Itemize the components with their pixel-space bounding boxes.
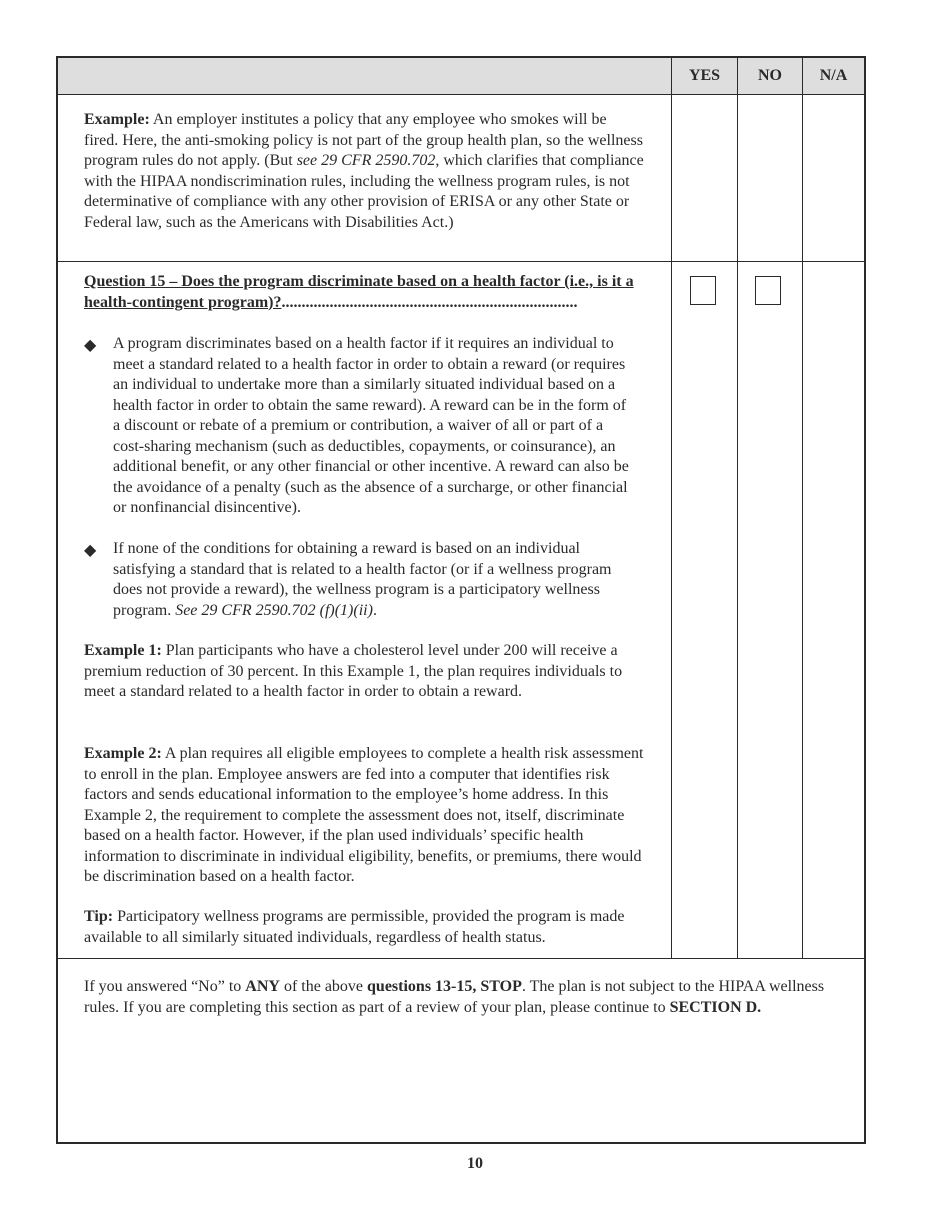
bullet-text: If none of the conditions for obtaining a reward is based on an individual satisfying a standard that is related to a health factor (or if a wellness program does not provide a reward), the wellness program is a participatory wellness program. See 29 CFR 2590.702 (f)(1)(ii). — [113, 540, 612, 619]
bullet-item — [84, 539, 644, 621]
stop-instruction: If you answered “No” to ANY of the above questions 13-15, STOP. The plan is not subject to the HIPAA wellness rules. If you are completing this section as part of a review of your plan, please continue to SECTION D. — [84, 978, 825, 1016]
dot-leader: .......................................................................... — [281, 293, 578, 311]
question-15-title: Question 15 – Does the program discriminate based on a health factor (i.e., is it a health-contingent program)?.......................................................................... — [84, 273, 634, 311]
page-number: 10 — [467, 1155, 483, 1172]
example-label: Example: — [84, 111, 150, 128]
diamond-bullet-icon: ◆ — [84, 542, 97, 559]
column-divider — [802, 58, 803, 958]
question-15-yes-checkbox[interactable] — [690, 276, 716, 305]
checklist-table — [56, 56, 866, 1144]
cfr-citation: See 29 CFR 2590.702 (f)(1)(ii) — [175, 601, 373, 619]
diamond-bullet-icon: ◆ — [84, 337, 97, 354]
example-paragraph: Example: An employer institutes a policy that any employee who smokes will be fired. Here, the anti-smoking policy is not part of the group health plan, so the wellness program rules do not apply. (But see 29 CFR 2590.702, which clarifies that compliance with the HIPAA nondiscrimination rules, including the wellness program rules, is not determinative of compliance with any other provision of ERISA or any other State or Federal law, such as the Americans with Disabilities Act.) — [84, 111, 644, 231]
example-2-paragraph: Example 2: A plan requires all eligible employees to complete a health risk assessment to enroll in the plan. Employee answers are fed into a computer that identifies risk factors and sends educational information to the employee’s home address. In this Example 2, the requirement to complete the assessment does not, itself, discriminate based on a health factor. However, if the plan used individuals’ specific health information to discriminate in individual eligibility, benefits, or premiums, there would be discrimination based on a health factor. — [84, 745, 644, 885]
no-column-header: NO — [758, 67, 782, 84]
question-15-no-checkbox[interactable] — [755, 276, 781, 305]
row-divider — [58, 261, 864, 262]
bullet-text: A program discriminates based on a health factor if it requires an individual to meet a standard related to a health factor in order to obtain a reward (or requires an individual to undertake more than a similarly situated individual based on a health factor in order to obtain the same reward). A reward can be in the form of a discount or rebate of a premium or contribution, a waiver of all or part of a cost-sharing mechanism (such as deductibles, copayments, or coinsurance), an additional benefit, or any other financial or other incentive. A reward can also be the avoidance of a penalty (such as the absence of a surcharge, or other financial or nonfinancial disincentive). — [113, 335, 629, 516]
yes-column-header: YES — [688, 67, 721, 84]
cfr-citation: see 29 CFR 2590.702 — [296, 152, 436, 169]
column-divider — [671, 58, 672, 958]
row-divider — [58, 958, 864, 959]
tip-paragraph: Tip: Participatory wellness programs are permissible, provided the program is made available to all similarly situated individuals, regardless of health status. — [84, 908, 625, 946]
na-column-header: N/A — [819, 67, 848, 84]
column-divider — [737, 58, 738, 958]
bullet-item — [84, 334, 644, 519]
example-1-paragraph: Example 1: Plan participants who have a cholesterol level under 200 will receive a premium reduction of 30 percent. In this Example 1, the plan requires individuals to meet a standard related to a health factor in order to obtain a reward. — [84, 642, 623, 700]
